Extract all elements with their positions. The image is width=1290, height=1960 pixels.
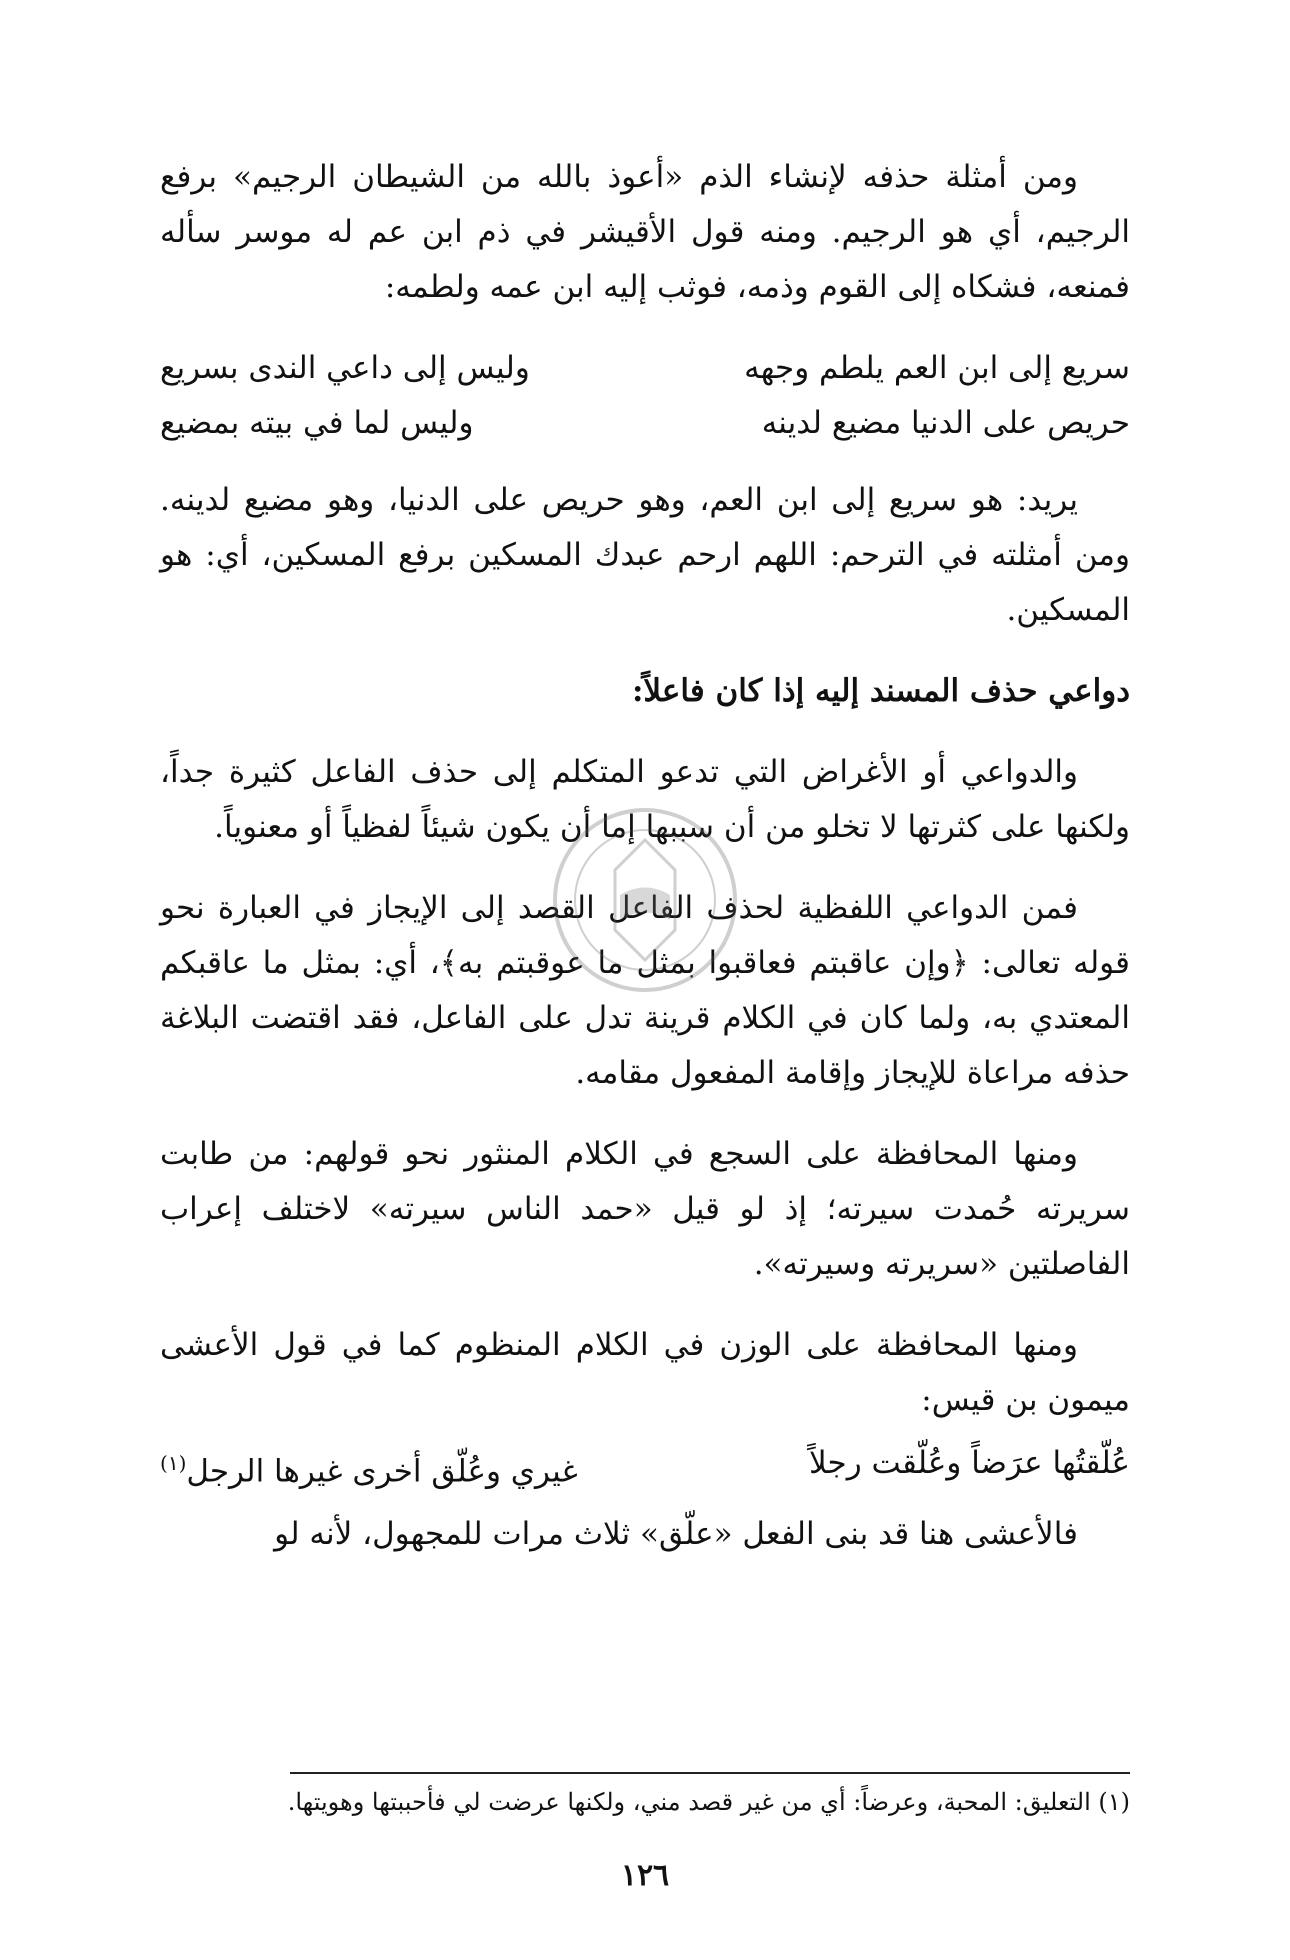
page-number: ١٢٦: [620, 1858, 670, 1893]
paragraph-intro: ومن أمثلة حذفه لإنشاء الذم «أعوذ بالله من الشيطان الرجيم» برفع الرجيم، أي هو الرجيم. ومنه قول الأقيشر في ذم ابن عم له موسر سأله فمنعه، فشكاه إلى القوم وذمه، فوثب إليه ابن عمه ولطمه:: [160, 159, 1130, 305]
verse-first-hemistich: سريع إلى ابن العم يلطم وجهه: [744, 350, 1130, 386]
paragraph-continuation: فالأعشى هنا قد بنى الفعل «علّق» ثلاث مرات للمجهول، لأنه لو: [274, 1516, 1078, 1553]
paragraph-motives: والدواعي أو الأغراض التي تدعو المتكلم إلى حذف الفاعل كثيرة جداً، ولكنها على كثرتها لا تخلو من أن سببها إما أن يكون شيئاً لفظياً أو معنوياً.: [160, 754, 1130, 845]
verse-asha: [160, 1436, 1130, 1499]
verse-second-hemistich-wrap: [160, 1436, 578, 1499]
verse-line: [160, 1436, 1130, 1499]
paragraph-explanation: يريد: هو سريع إلى ابن العم، وهو حريص على الدنيا، وهو مضيع لدينه. ومن أمثلته في الترحم: اللهم ارحم عبدك المسكين برفع المسكين، أي: هو المسكين.: [160, 482, 1130, 628]
library-seal-watermark: [545, 800, 745, 1000]
paragraph-meter: ومنها المحافظة على الوزن في الكلام المنظوم كما في قول الأعشى ميمون بن قيس:: [160, 1327, 1130, 1418]
verse-second-hemistich: وليس إلى داعي الندى بسريع: [160, 350, 530, 386]
paragraph-rhyme: ومنها المحافظة على السجع في الكلام المنثور نحو قولهم: من طابت سريرته حُمدت سيرته؛ إذ لو قيل «حمد الناس سيرته» لاختلف إعراب الفاصلتين «سريرته وسيرته».: [160, 1136, 1130, 1282]
verse-aqaishir: [160, 341, 1130, 451]
verse-second-hemistich: وليس لما في بيته بمضيع: [160, 405, 474, 441]
verse-line: [160, 396, 1130, 451]
footnote-separator: [290, 1772, 1130, 1774]
footnote-marker: (١): [160, 1451, 187, 1475]
footnote: (١) التعليق: المحبة، وعرضاً: أي من غير قصد مني، ولكنها عرضت لي فأحببتها وهويتها.: [287, 1788, 1130, 1816]
section-heading: دواعي حذف المسند إليه إذا كان فاعلاً:: [631, 673, 1130, 709]
verse-first-hemistich: حريص على الدنيا مضيع لدينه: [761, 405, 1130, 441]
paragraph-brevity: فمن الدواعي اللفظية لحذف الفاعل القصد إلى الإيجاز في العبارة نحو قوله تعالى: ﴿وإن عاقبتم فعاقبوا بمثل ما عوقبتم به﴾، أي: بمثل ما عاقبكم المعتدي به، ولما كان في الكلام قرينة تدل على الفاعل، فقد اقتضت البلاغة حذفه مراعاة للإيجاز وإقامة المفعول مقامه.: [160, 890, 1130, 1091]
verse-first-hemistich: عُلّقتُها عرَضاً وعُلّقت رجلاً: [809, 1445, 1130, 1481]
verse-second-hemistich: غيري وعُلّق أخرى غيرها الرجل: [186, 1453, 578, 1490]
verse-line: [160, 341, 1130, 396]
